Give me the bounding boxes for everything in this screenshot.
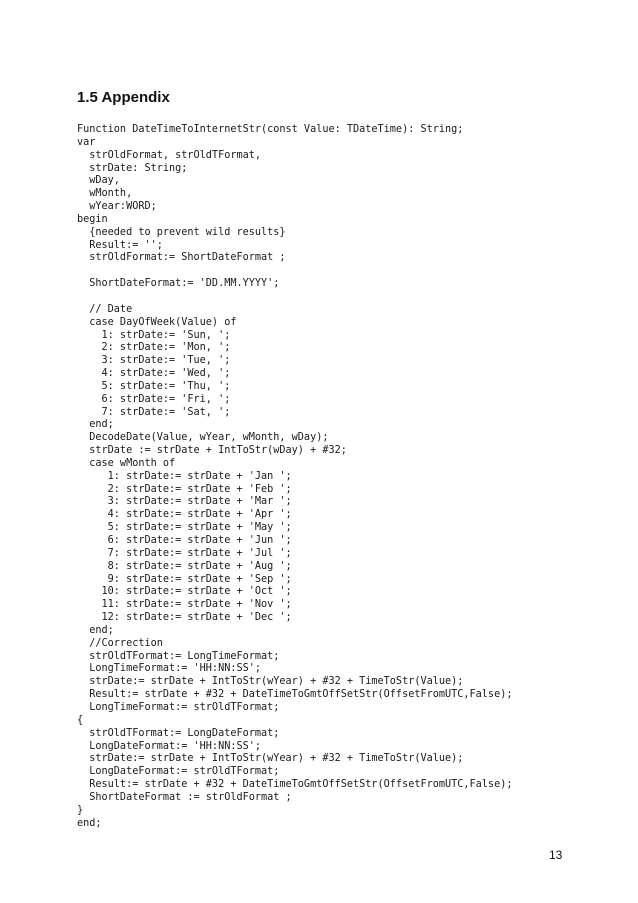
code-line: //Correction bbox=[77, 637, 163, 649]
code-line: 1: strDate:= 'Sun, '; bbox=[77, 329, 231, 341]
code-line bbox=[77, 291, 512, 304]
code-line: 11: strDate:= strDate + 'Nov '; bbox=[77, 599, 292, 611]
code-line: { bbox=[77, 714, 84, 726]
code-line: strDate: String; bbox=[77, 162, 188, 174]
code-line: end; bbox=[77, 624, 114, 636]
code-line: 5: strDate:= 'Thu, '; bbox=[77, 380, 231, 392]
code-line: 6: strDate:= strDate + 'Jun '; bbox=[77, 535, 292, 546]
page-number: 13 bbox=[549, 848, 563, 862]
code-line: end; bbox=[77, 817, 102, 829]
code-line bbox=[77, 265, 512, 278]
code-line: case wMonth of bbox=[77, 457, 176, 469]
code-line: 5: strDate:= strDate + 'May '; bbox=[77, 522, 292, 534]
code-line: Result:= strDate + #32 + DateTimeToGmtOffSetStr(OffsetFromUTC,False); bbox=[77, 689, 513, 701]
code-line: 4: strDate:= 'Wed, '; bbox=[77, 368, 231, 380]
code-line: } bbox=[77, 804, 84, 816]
code-line: var bbox=[77, 136, 96, 148]
code-line: 2: strDate:= 'Mon, '; bbox=[77, 342, 231, 354]
code-line: 6: strDate:= 'Fri, '; bbox=[77, 393, 231, 405]
code-line: ShortDateFormat:= 'DD.MM.YYYY'; bbox=[77, 278, 280, 290]
code-line: end; bbox=[77, 419, 114, 431]
code-line: // Date bbox=[77, 303, 133, 315]
code-line: 12: strDate:= strDate + 'Dec '; bbox=[77, 612, 292, 624]
code-line: strDate:= strDate + IntToStr(wYear) + #32 + TimeToStr(Value); bbox=[77, 676, 464, 688]
code-line: Result:= ''; bbox=[77, 239, 163, 251]
code-line: 3: strDate:= strDate + 'Mar '; bbox=[77, 496, 292, 508]
code-line: LongDateFormat:= strOldTFormat; bbox=[77, 766, 280, 778]
code-line: 10: strDate:= strDate + 'Oct '; bbox=[77, 586, 292, 598]
code-line: 4: strDate:= strDate + 'Apr '; bbox=[77, 509, 292, 521]
code-line: LongDateFormat:= 'HH:NN:SS'; bbox=[77, 740, 262, 752]
code-line: DecodeDate(Value, wYear, wMonth, wDay); bbox=[77, 432, 329, 444]
code-line: strOldTFormat:= LongDateFormat; bbox=[77, 727, 280, 739]
code-line: 2: strDate:= strDate + 'Feb '; bbox=[77, 483, 292, 495]
code-line: LongTimeFormat:= 'HH:NN:SS'; bbox=[77, 663, 262, 675]
code-line: Function DateTimeToInternetStr(const Value: TDateTime): String; bbox=[77, 124, 464, 135]
code-line: wYear:WORD; bbox=[77, 201, 157, 213]
code-line: strOldFormat, strOldTFormat, bbox=[77, 149, 262, 161]
code-line: 7: strDate:= strDate + 'Jul '; bbox=[77, 547, 292, 559]
code-line: case DayOfWeek(Value) of bbox=[77, 316, 237, 328]
code-line: 9: strDate:= strDate + 'Sep '; bbox=[77, 573, 292, 585]
code-listing bbox=[77, 124, 512, 830]
code-line: wDay, bbox=[77, 175, 120, 187]
code-line: 3: strDate:= 'Tue, '; bbox=[77, 355, 231, 367]
code-line: {needed to prevent wild results} bbox=[77, 226, 286, 238]
code-line: 1: strDate:= strDate + 'Jan '; bbox=[77, 470, 292, 482]
code-line: strOldFormat:= ShortDateFormat ; bbox=[77, 252, 286, 264]
code-line: Result:= strDate + #32 + DateTimeToGmtOffSetStr(OffsetFromUTC,False); bbox=[77, 779, 513, 791]
section-heading: 1.5 Appendix bbox=[77, 89, 170, 106]
code-line: begin bbox=[77, 213, 108, 225]
code-line: ShortDateFormat := strOldFormat ; bbox=[77, 791, 292, 803]
code-line: LongTimeFormat:= strOldTFormat; bbox=[77, 701, 280, 713]
code-line: 8: strDate:= strDate + 'Aug '; bbox=[77, 560, 292, 572]
code-line: strDate := strDate + IntToStr(wDay) + #32; bbox=[77, 445, 347, 457]
code-line: wMonth, bbox=[77, 188, 133, 200]
code-line: strDate:= strDate + IntToStr(wYear) + #32 + TimeToStr(Value); bbox=[77, 753, 464, 765]
code-line: 7: strDate:= 'Sat, '; bbox=[77, 406, 231, 418]
code-line: strOldTFormat:= LongTimeFormat; bbox=[77, 650, 280, 662]
